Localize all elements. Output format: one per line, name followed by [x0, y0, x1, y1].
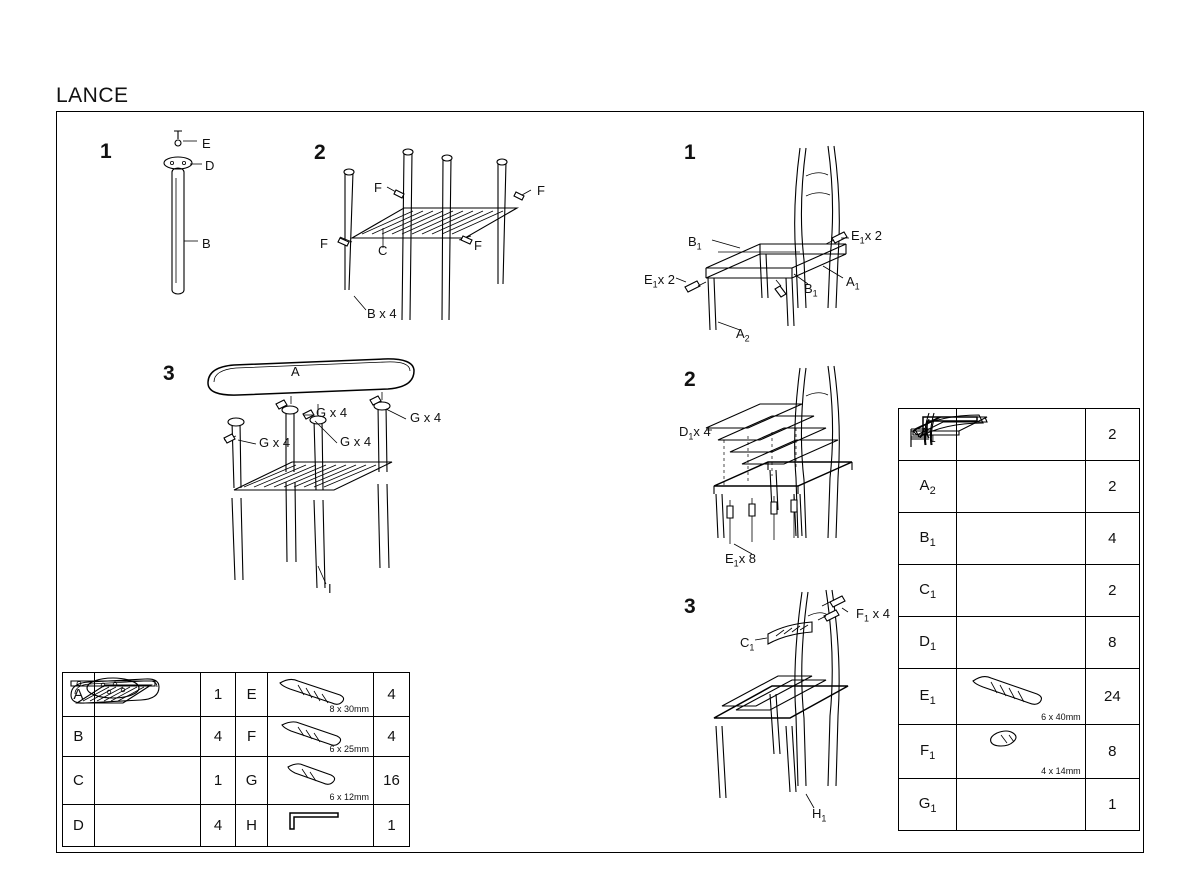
label-F-2: F [537, 183, 545, 198]
part-icon-cell [957, 565, 1085, 617]
left-step-number-3: 3 [163, 362, 175, 385]
label-E: E [202, 136, 211, 151]
part-name: A [63, 673, 95, 717]
label-H1: $H_1$ [812, 806, 827, 824]
part-dimension-2: 6 x 25mm [329, 744, 370, 754]
chair-step3-drawing [714, 590, 848, 808]
part-name: C [63, 757, 95, 805]
label-D1-x4: $D_1x$ 4 [679, 424, 711, 442]
table-row [899, 779, 1140, 831]
part-qty: 2 [1085, 461, 1139, 513]
part-qty-2: 16 [374, 757, 410, 805]
part-qty: 1 [200, 757, 235, 805]
part-name-letter: C [919, 580, 930, 598]
part-name-letter: A [919, 476, 930, 494]
part-icon-cell [957, 725, 1085, 779]
label-G-x4-1: G x 4 [316, 405, 348, 420]
label-E1-x2-b: $E_1x$ 2 [644, 272, 676, 290]
part-name-sub: 2 [929, 484, 936, 497]
table-row [899, 669, 1140, 725]
part-icon-cell-2 [268, 805, 374, 847]
label-G-x4-2: G x 4 [410, 410, 442, 425]
label-F-3: F [320, 236, 328, 251]
allen-key-icon [268, 805, 358, 833]
part-icon-cell-2 [268, 717, 374, 757]
part-name-sub: 1 [929, 640, 937, 653]
part-qty: 4 [200, 717, 235, 757]
label-B-x4: B x 4 [367, 306, 397, 321]
label-F1-x4: $F_1$ x 4 [856, 606, 890, 624]
part-name-letter: F [919, 741, 930, 759]
part-name-sub: 1 [929, 749, 936, 762]
part-qty: 2 [1085, 565, 1139, 617]
label-G-x4-4: G x 4 [340, 434, 372, 449]
part-qty: 1 [200, 673, 235, 717]
part-dimension-2: 8 x 30mm [329, 704, 370, 714]
table-row [899, 617, 1140, 669]
part-dimension: 4 x 14mm [1041, 766, 1081, 776]
plate-icon [63, 673, 163, 703]
parts-table-left [62, 672, 410, 847]
part-name-2: G [236, 757, 268, 805]
label-B1-a [688, 234, 702, 252]
part-name [899, 461, 957, 513]
label-B1-b: $B_1$ [804, 281, 818, 299]
part-qty: 4 [1085, 513, 1139, 565]
part-name-sub: 1 [929, 694, 936, 707]
part-name [899, 565, 957, 617]
left-step-number-1: 1 [100, 140, 112, 163]
table-row [899, 725, 1140, 779]
label-A2: $A_2$ [736, 326, 750, 344]
part-icon-cell [94, 717, 200, 757]
part-icon-cell [957, 779, 1085, 831]
page-title: LANCE [56, 84, 129, 107]
parts-table-right [898, 408, 1140, 831]
table-row [63, 805, 410, 847]
part-name [899, 669, 957, 725]
screw-icon [957, 669, 1057, 703]
right-step-number-2: 2 [684, 368, 696, 391]
label-F-4: F [474, 238, 482, 253]
part-qty: 1 [1085, 779, 1139, 831]
part-dimension: 6 x 40mm [1041, 712, 1081, 722]
label-G-x4-3: G x 4 [259, 435, 291, 450]
part-name-2: E [236, 673, 268, 717]
label-I: I [328, 581, 332, 596]
part-qty: 2 [1085, 409, 1139, 461]
label-A: A [291, 364, 300, 379]
label-A1: $A_1$ [846, 274, 860, 292]
screw-icon [268, 673, 358, 703]
part-qty-2: 1 [374, 805, 410, 847]
part-icon-cell [94, 757, 200, 805]
part-name-sub: 1 [929, 588, 937, 601]
table-row [63, 757, 410, 805]
label-D: D [205, 158, 215, 173]
right-step-number-3: 3 [684, 595, 696, 618]
part-name-letter: B [919, 528, 930, 546]
table-row [899, 461, 1140, 513]
part-icon-cell-2 [268, 673, 374, 717]
label-E1-x2-a: $E_1x$ 2 [851, 228, 883, 246]
part-icon-cell [957, 513, 1085, 565]
part-qty-2: 4 [374, 673, 410, 717]
part-qty: 24 [1085, 669, 1139, 725]
part-icon-cell-2 [268, 757, 374, 805]
part-name-2: F [236, 717, 268, 757]
left-step-number-2: 2 [314, 141, 326, 164]
right-step-number-1: 1 [684, 141, 696, 164]
part-icon-cell [94, 805, 200, 847]
part-name-2: H [236, 805, 268, 847]
part-name [899, 617, 957, 669]
part-name-sub: 1 [929, 432, 936, 445]
table-row [899, 513, 1140, 565]
part-qty: 8 [1085, 617, 1139, 669]
part-name-sub: 1 [930, 802, 937, 815]
short-screw-icon [957, 725, 1057, 755]
allen-key-icon [899, 409, 999, 441]
table-row [899, 565, 1140, 617]
label-B1-a-text: $B_1$ [688, 234, 702, 252]
screw-icon [268, 717, 358, 745]
part-icon-cell [957, 669, 1085, 725]
label-E1-x8: $E_1x$ 8 [725, 551, 757, 569]
part-qty-2: 4 [374, 717, 410, 757]
label-C1: $C_1$ [740, 635, 755, 653]
part-name-sub: 1 [929, 536, 936, 549]
part-qty: 8 [1085, 725, 1139, 779]
chair-step2-drawing [706, 366, 852, 554]
part-name: B [63, 717, 95, 757]
part-qty: 4 [200, 805, 235, 847]
part-name-letter: E [919, 686, 930, 704]
part-name-letter: D [919, 632, 930, 650]
screw-icon [268, 757, 358, 787]
part-name-letter: A [919, 424, 930, 442]
part-icon-cell [957, 617, 1085, 669]
label-B: B [202, 236, 211, 251]
part-name: D [63, 805, 95, 847]
part-dimension-2: 6 x 12mm [329, 792, 370, 802]
part-name-letter: G [918, 794, 931, 812]
part-name [899, 725, 957, 779]
part-name [899, 513, 957, 565]
part-icon-cell [957, 461, 1085, 513]
table-row [63, 717, 410, 757]
chair-step1-drawing [676, 146, 849, 330]
part-name [899, 779, 957, 831]
label-C: C [378, 243, 388, 258]
label-F-1: F [374, 180, 382, 195]
